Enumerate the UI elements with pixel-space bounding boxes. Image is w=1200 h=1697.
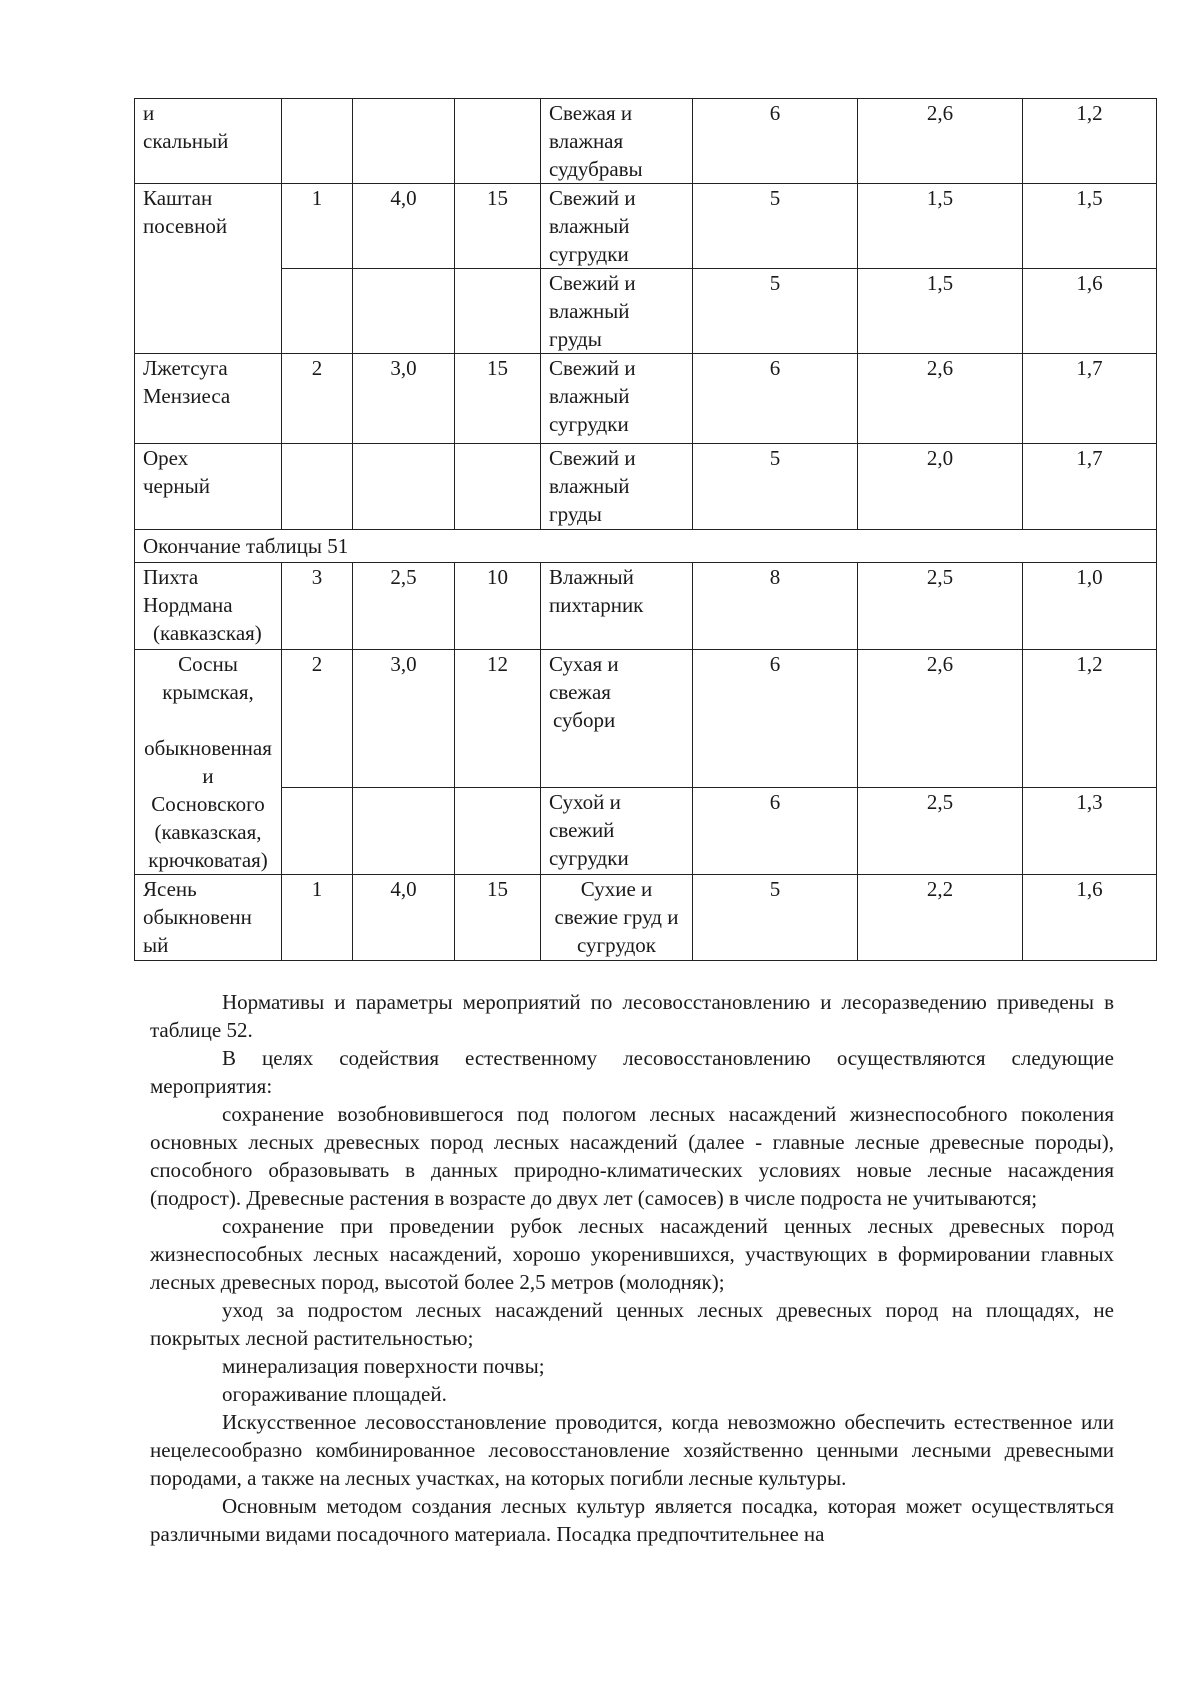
- table-cell: 1,2: [1023, 650, 1157, 788]
- conditions-cell: Влажный пихтарник: [541, 563, 693, 650]
- table-cell: 1,0: [1023, 563, 1157, 650]
- table-cell: 2: [282, 354, 353, 444]
- conditions-cell: Сухие и свежие груд и сугрудок: [541, 875, 693, 961]
- table-cell: 2,2: [858, 875, 1023, 961]
- conditions-cell: Свежий и влажный сугрудки: [541, 184, 693, 269]
- conditions-cell: Свежий и влажный груды: [541, 269, 693, 354]
- table-row: [135, 787, 1157, 874]
- paragraph: Основным методом создания лесных культур является посадка, которая может осуществляться различными видами посадочного материала. Посадка предпочтительнее на: [150, 1494, 1114, 1546]
- paragraph: сохранение при проведении рубок лесных насаждений ценных лесных древесных пород жизнеспособных лесных насаждений, хорошо укоренившихся, участвующих в формировании главных лесных древесных пород, высотой более 2,5 метров (молодняк);: [150, 1214, 1114, 1294]
- paragraph: Искусственное лесовосстановление проводится, когда невозможно обеспечить естественное или нецелесообразно комбинированное лесовосстановление хозяйственно ценными лесными древесными породами, а также на лесных участках, на которых погибли лесные культуры.: [150, 1410, 1114, 1490]
- table-row: [135, 184, 1157, 269]
- conditions-cell: Сухая и свежая субори: [541, 650, 693, 788]
- table-row: [135, 99, 1157, 184]
- table-cell: [282, 787, 353, 874]
- table-cell: 3,0: [353, 354, 455, 444]
- table-cell: 2,6: [858, 354, 1023, 444]
- table-cell: 15: [455, 354, 541, 444]
- table-cell: [353, 269, 455, 354]
- table-cell: [353, 787, 455, 874]
- species-cell: Пихта Нордмана (кавказская): [135, 563, 282, 650]
- species-cell: Ясень обыкновенн ый: [135, 875, 282, 961]
- table-row: [135, 563, 1157, 650]
- table-cell: 4,0: [353, 875, 455, 961]
- table-caption: Окончание таблицы 51: [135, 530, 1157, 563]
- table-cell: 1: [282, 875, 353, 961]
- conditions-cell: Свежая и влажная судубравы: [541, 99, 693, 184]
- paragraph: В целях содействия естественному лесовосстановлению осуществляются следующие мероприятия:: [150, 1046, 1114, 1098]
- table-cell: 2,0: [858, 444, 1023, 530]
- forest-norms-table: [134, 98, 1157, 961]
- table-cell: 6: [693, 787, 858, 874]
- paragraph: уход за подростом лесных насаждений ценных лесных древесных пород на площадях, не покрытых лесной растительностью;: [150, 1298, 1114, 1350]
- table-row: [135, 650, 1157, 788]
- species-cell: Лжетсуга Мензиеса: [135, 354, 282, 444]
- table-cell: 3,0: [353, 650, 455, 788]
- table-cell: 8: [693, 563, 858, 650]
- table-cell: 2,6: [858, 99, 1023, 184]
- table-cell: [353, 99, 455, 184]
- table-cell: [455, 787, 541, 874]
- table-cell: 2,5: [353, 563, 455, 650]
- table-cell: 1,5: [1023, 184, 1157, 269]
- table-cell: 1,7: [1023, 354, 1157, 444]
- paragraph: огораживание площадей.: [222, 1382, 447, 1406]
- species-cell: Сосны крымская, обыкновенная и Сосновского (кавказская, крючковатая): [135, 650, 282, 875]
- table-caption-row: [135, 530, 1157, 563]
- conditions-cell: Свежий и влажный груды: [541, 444, 693, 530]
- species-cell: Каштан посевной: [135, 184, 282, 354]
- table-cell: 12: [455, 650, 541, 788]
- species-cell: и скальный: [135, 99, 282, 184]
- table-cell: 1: [282, 184, 353, 269]
- table-cell: [282, 269, 353, 354]
- table-cell: 15: [455, 184, 541, 269]
- paragraph: сохранение возобновившегося под пологом лесных насаждений жизнеспособного поколения основных лесных древесных пород лесных насаждений (далее - главные лесные древесные породы), способного образовывать в данных природно-климатических условиях новые лесные насаждения (подрост). Древесные растения в возрасте до двух лет (самосев) в числе подроста не учитываются;: [150, 1102, 1114, 1210]
- table-cell: [455, 269, 541, 354]
- table-cell: 5: [693, 444, 858, 530]
- table-cell: [353, 444, 455, 530]
- table-cell: 3: [282, 563, 353, 650]
- table-cell: 10: [455, 563, 541, 650]
- table-cell: 5: [693, 184, 858, 269]
- table-cell: 1,6: [1023, 269, 1157, 354]
- conditions-cell: Свежий и влажный сугрудки: [541, 354, 693, 444]
- table-cell: 6: [693, 650, 858, 788]
- species-cell: Орех черный: [135, 444, 282, 530]
- conditions-cell: Сухой и свежий сугрудки: [541, 787, 693, 874]
- paragraph: Нормативы и параметры мероприятий по лесовосстановлению и лесоразведению приведены в таблице 52.: [150, 990, 1114, 1042]
- table-row: [135, 875, 1157, 961]
- table-cell: 5: [693, 875, 858, 961]
- paragraph: минерализация поверхности почвы;: [222, 1354, 545, 1378]
- table-cell: 1,3: [1023, 787, 1157, 874]
- table-cell: 1,2: [1023, 99, 1157, 184]
- table-cell: 5: [693, 269, 858, 354]
- table-cell: [455, 99, 541, 184]
- table-cell: 2,5: [858, 787, 1023, 874]
- table-cell: 15: [455, 875, 541, 961]
- table-cell: [282, 444, 353, 530]
- table-cell: 1,7: [1023, 444, 1157, 530]
- table-cell: [455, 444, 541, 530]
- table-cell: 1,6: [1023, 875, 1157, 961]
- body-text: [150, 988, 1114, 1548]
- table-cell: 6: [693, 99, 858, 184]
- table-row: [135, 269, 1157, 354]
- table-cell: [282, 99, 353, 184]
- table-cell: 2,5: [858, 563, 1023, 650]
- table-cell: 4,0: [353, 184, 455, 269]
- table-row: [135, 354, 1157, 444]
- table-cell: 2,6: [858, 650, 1023, 788]
- table-cell: 2: [282, 650, 353, 788]
- table-cell: 6: [693, 354, 858, 444]
- table-cell: 1,5: [858, 184, 1023, 269]
- table-row: [135, 444, 1157, 530]
- table-cell: 1,5: [858, 269, 1023, 354]
